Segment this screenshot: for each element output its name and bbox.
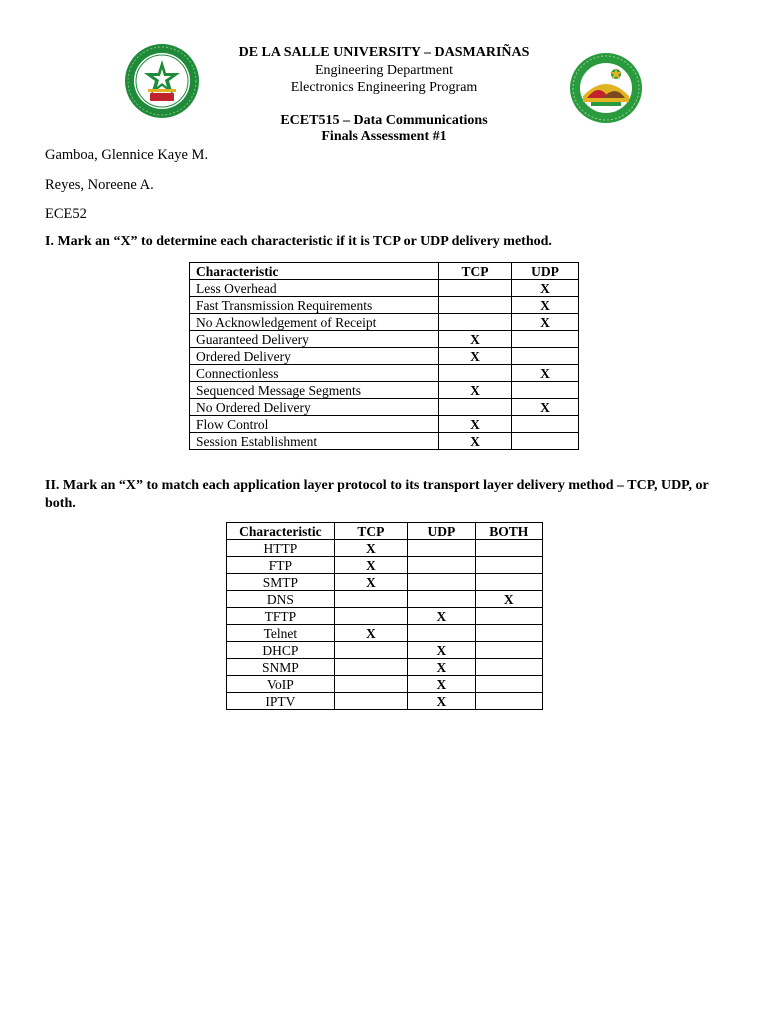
- both-mark-cell: [475, 676, 542, 693]
- udp-mark-cell: [512, 348, 579, 365]
- table-row: [190, 348, 579, 365]
- both-mark-cell: [475, 693, 542, 710]
- tcp-mark-cell: [439, 399, 512, 416]
- both-mark-cell: [475, 557, 542, 574]
- tcp-mark-cell: X: [334, 540, 407, 557]
- both-mark-cell: [475, 540, 542, 557]
- udp-mark-cell: X: [408, 608, 475, 625]
- udp-mark-cell: [408, 540, 475, 557]
- assessment-title: Finals Assessment #1: [321, 129, 447, 144]
- tcp-mark-cell: X: [334, 625, 407, 642]
- tcp-mark-cell: X: [439, 331, 512, 348]
- row-label: DHCP: [227, 642, 335, 659]
- part2-table: [226, 522, 543, 710]
- udp-mark-cell: [512, 331, 579, 348]
- row-label: SMTP: [227, 574, 335, 591]
- row-label: IPTV: [227, 693, 335, 710]
- udp-mark-cell: [408, 557, 475, 574]
- udp-mark-cell: X: [512, 399, 579, 416]
- row-label: TFTP: [227, 608, 335, 625]
- table-row: [190, 382, 579, 399]
- table-row: [227, 608, 543, 625]
- row-label: Connectionless: [190, 365, 439, 382]
- udp-mark-cell: [512, 416, 579, 433]
- udp-mark-cell: X: [512, 280, 579, 297]
- tcp-mark-cell: [334, 659, 407, 676]
- tcp-mark-cell: [334, 676, 407, 693]
- university-name: DE LA SALLE UNIVERSITY – DASMARIÑAS: [238, 45, 530, 60]
- row-label: HTTP: [227, 540, 335, 557]
- table-header-row: [227, 523, 543, 540]
- row-label: FTP: [227, 557, 335, 574]
- student-name-2: Reyes, Noreene A.: [45, 177, 154, 193]
- table-row: [190, 399, 579, 416]
- tcp-mark-cell: [334, 642, 407, 659]
- both-mark-cell: [475, 608, 542, 625]
- table-row: [190, 280, 579, 297]
- udp-mark-cell: X: [408, 676, 475, 693]
- both-mark-cell: [475, 642, 542, 659]
- tcp-mark-cell: X: [334, 557, 407, 574]
- tcp-mark-cell: X: [439, 416, 512, 433]
- tcp-mark-cell: [334, 693, 407, 710]
- udp-mark-cell: X: [512, 365, 579, 382]
- tcp-mark-cell: [334, 608, 407, 625]
- row-label: No Acknowledgement of Receipt: [190, 314, 439, 331]
- tcp-mark-cell: [439, 297, 512, 314]
- part2-instruction: II. Mark an “X” to match each application layer protocol to its transport layer delivery method – TCP, UDP, or both.: [45, 478, 709, 511]
- department-name: Engineering Department: [314, 63, 453, 78]
- row-label: Session Establishment: [190, 433, 439, 450]
- row-label: VoIP: [227, 676, 335, 693]
- table-row: [227, 574, 543, 591]
- student-name-1: Gamboa, Glennice Kaye M.: [45, 147, 209, 163]
- part1-instruction: I. Mark an “X” to determine each characteristic if it is TCP or UDP delivery method.: [45, 234, 552, 249]
- tcp-mark-cell: [439, 365, 512, 382]
- tcp-mark-cell: [439, 314, 512, 331]
- column-header: TCP: [334, 523, 407, 540]
- udp-mark-cell: X: [512, 314, 579, 331]
- table-row: [190, 297, 579, 314]
- table-row: [227, 676, 543, 693]
- column-header: BOTH: [475, 523, 542, 540]
- udp-mark-cell: X: [408, 642, 475, 659]
- tcp-mark-cell: X: [439, 382, 512, 399]
- tcp-mark-cell: [334, 591, 407, 608]
- column-header: Characteristic: [190, 263, 439, 280]
- both-mark-cell: [475, 574, 542, 591]
- column-header: UDP: [408, 523, 475, 540]
- row-label: Guaranteed Delivery: [190, 331, 439, 348]
- row-label: Sequenced Message Segments: [190, 382, 439, 399]
- table-row: [227, 540, 543, 557]
- row-label: Less Overhead: [190, 280, 439, 297]
- part1-table: [189, 262, 579, 450]
- udp-mark-cell: X: [408, 659, 475, 676]
- table-row: [227, 591, 543, 608]
- row-label: Flow Control: [190, 416, 439, 433]
- udp-mark-cell: [512, 433, 579, 450]
- table-row: [190, 365, 579, 382]
- table-row: [227, 693, 543, 710]
- udp-mark-cell: X: [512, 297, 579, 314]
- tcp-mark-cell: X: [334, 574, 407, 591]
- table-row: [190, 314, 579, 331]
- udp-mark-cell: [408, 574, 475, 591]
- both-mark-cell: X: [475, 591, 542, 608]
- udp-mark-cell: [408, 591, 475, 608]
- section-code: ECE52: [45, 206, 87, 222]
- udp-mark-cell: [408, 625, 475, 642]
- table-row: [190, 416, 579, 433]
- row-label: SNMP: [227, 659, 335, 676]
- column-header: UDP: [512, 263, 579, 280]
- row-label: Fast Transmission Requirements: [190, 297, 439, 314]
- course-title: ECET515 – Data Communications: [280, 113, 488, 128]
- table-row: [227, 642, 543, 659]
- row-label: No Ordered Delivery: [190, 399, 439, 416]
- row-label: DNS: [227, 591, 335, 608]
- row-label: Telnet: [227, 625, 335, 642]
- tcp-mark-cell: X: [439, 348, 512, 365]
- tcp-mark-cell: [439, 280, 512, 297]
- both-mark-cell: [475, 625, 542, 642]
- column-header: TCP: [439, 263, 512, 280]
- tcp-mark-cell: X: [439, 433, 512, 450]
- table-row: [190, 433, 579, 450]
- column-header: Characteristic: [227, 523, 335, 540]
- row-label: Ordered Delivery: [190, 348, 439, 365]
- table-row: [190, 331, 579, 348]
- table-row: [227, 659, 543, 676]
- program-name: Electronics Engineering Program: [290, 80, 478, 95]
- table-header-row: [190, 263, 579, 280]
- udp-mark-cell: X: [408, 693, 475, 710]
- table-row: [227, 625, 543, 642]
- udp-mark-cell: [512, 382, 579, 399]
- both-mark-cell: [475, 659, 542, 676]
- table-row: [227, 557, 543, 574]
